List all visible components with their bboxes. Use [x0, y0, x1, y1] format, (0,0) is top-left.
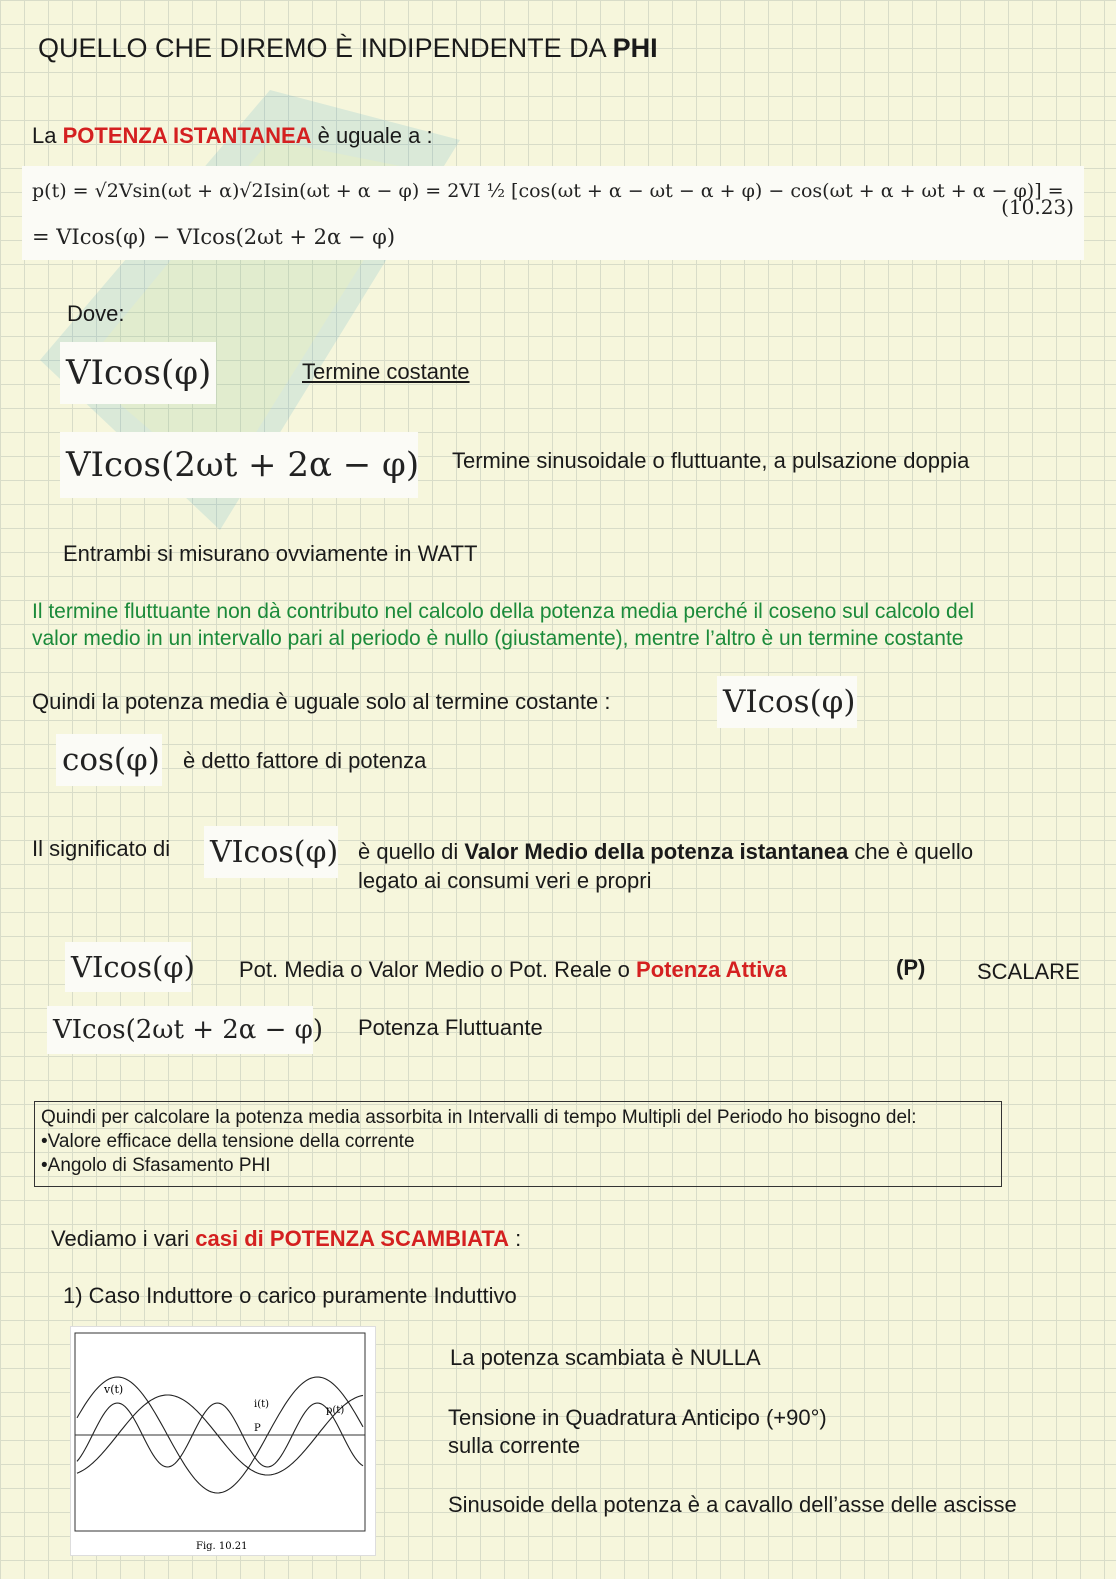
note-power-sinusoid: Sinusoide della potenza è a cavallo dell’asse delle ascisse [448, 1492, 1017, 1517]
casi-highlight: casi di POTENZA SCAMBIATA [195, 1226, 510, 1251]
significato-line1 [358, 838, 973, 866]
significato-formula: VIcos(φ) [204, 826, 338, 878]
attiva-formula: VIcos(φ) [65, 942, 191, 992]
attiva-symbol: (P) [896, 955, 926, 980]
waveform-svg [71, 1327, 375, 1555]
formula-number: (10.23) [1001, 195, 1074, 219]
caso1-label: 1) Caso Induttore o carico puramente Induttivo [63, 1283, 517, 1308]
page-title [38, 32, 658, 64]
fluttuante-formula: VIcos(2ωt + 2α − φ) [47, 1006, 313, 1054]
casi-post: : [509, 1226, 522, 1251]
green-line1: Il termine fluttuante non dà contributo nel calcolo della potenza media perché il coseno sul calcolo del [32, 600, 975, 623]
fattore-text: è detto fattore di potenza [183, 748, 427, 773]
title-text: QUELLO CHE DIREMO È INDIPENDENTE DA [38, 33, 613, 63]
label-i: i(t) [254, 1399, 270, 1410]
formula-line2: = VIcos(φ) − VIcos(2ωt + 2α − φ) [32, 225, 396, 249]
label-P: P [254, 1423, 261, 1434]
significato-l1-bold: Valor Medio della potenza istantanea [464, 839, 849, 864]
significato-pre: Il significato di [32, 836, 171, 861]
intro-pre: La [32, 123, 63, 148]
label-v: v(t) [104, 1383, 124, 1396]
intro-highlight: POTENZA ISTANTANEA [62, 123, 312, 148]
main-formula [22, 166, 1084, 260]
label-p: p(t) [326, 1405, 345, 1416]
formula-line1: p(t) = √2Vsin(ωt + α)√2Isin(ωt + α − φ) = 2VI ½ [cos(ωt + α − ωt − α + φ) − cos(ωt + α + ωt + α − φ)] = [32, 180, 1064, 202]
term-const-formula: VIcos(φ) [60, 342, 216, 404]
significato-l1-post: che è quello [848, 839, 974, 864]
plot-frame [75, 1333, 365, 1531]
attiva-scalar: SCALARE [977, 959, 1080, 984]
term-fluct-label: Termine sinusoidale o fluttuante, a pulsazione doppia [452, 448, 970, 473]
summary-box [34, 1101, 1002, 1187]
title-bold: PHI [612, 33, 658, 63]
summary-line2: •Valore efficace della tensione della corrente [41, 1131, 415, 1152]
summary-line3: •Angolo di Sfasamento PHI [41, 1155, 271, 1176]
attiva-highlight: Potenza Attiva [636, 957, 787, 982]
note-quadrature-1: Tensione in Quadratura Anticipo (+90°) [448, 1405, 827, 1430]
significato-l1-pre: è quello di [358, 839, 465, 864]
intro-line [32, 122, 433, 150]
note-null-power: La potenza scambiata è NULLA [450, 1345, 761, 1370]
watt-text: Entrambi si misurano ovviamente in WATT [63, 541, 478, 566]
fluttuante-label: Potenza Fluttuante [358, 1015, 543, 1040]
dove-label: Dove: [67, 301, 125, 326]
green-line2: valor medio in un intervallo pari al periodo è nullo (giustamente), mentre l’altro è un termine costante [32, 627, 964, 650]
casi-pre: Vediamo i vari [51, 1226, 196, 1251]
inductor-waveform-figure [70, 1326, 376, 1556]
quindi-text: Quindi la potenza media è uguale solo al termine costante : [32, 689, 611, 714]
term-const-label: Termine costante [302, 359, 470, 384]
casi-heading [51, 1225, 521, 1253]
fattore-formula: cos(φ) [56, 734, 162, 786]
attiva-text [239, 956, 787, 984]
attiva-pre: Pot. Media o Valor Medio o Pot. Reale o [239, 957, 637, 982]
figure-caption: Fig. 10.21 [196, 1541, 248, 1552]
summary-line1: Quindi per calcolare la potenza media assorbita in Intervalli di tempo Multipli del Periodo ho bisogno del: [41, 1107, 917, 1128]
significato-line2: legato ai consumi veri e propri [358, 868, 652, 893]
quindi-formula: VIcos(φ) [717, 676, 857, 728]
note-quadrature-2: sulla corrente [448, 1433, 581, 1458]
term-fluct-formula: VIcos(2ωt + 2α − φ) [60, 432, 418, 498]
intro-post: è uguale a : [311, 123, 433, 148]
